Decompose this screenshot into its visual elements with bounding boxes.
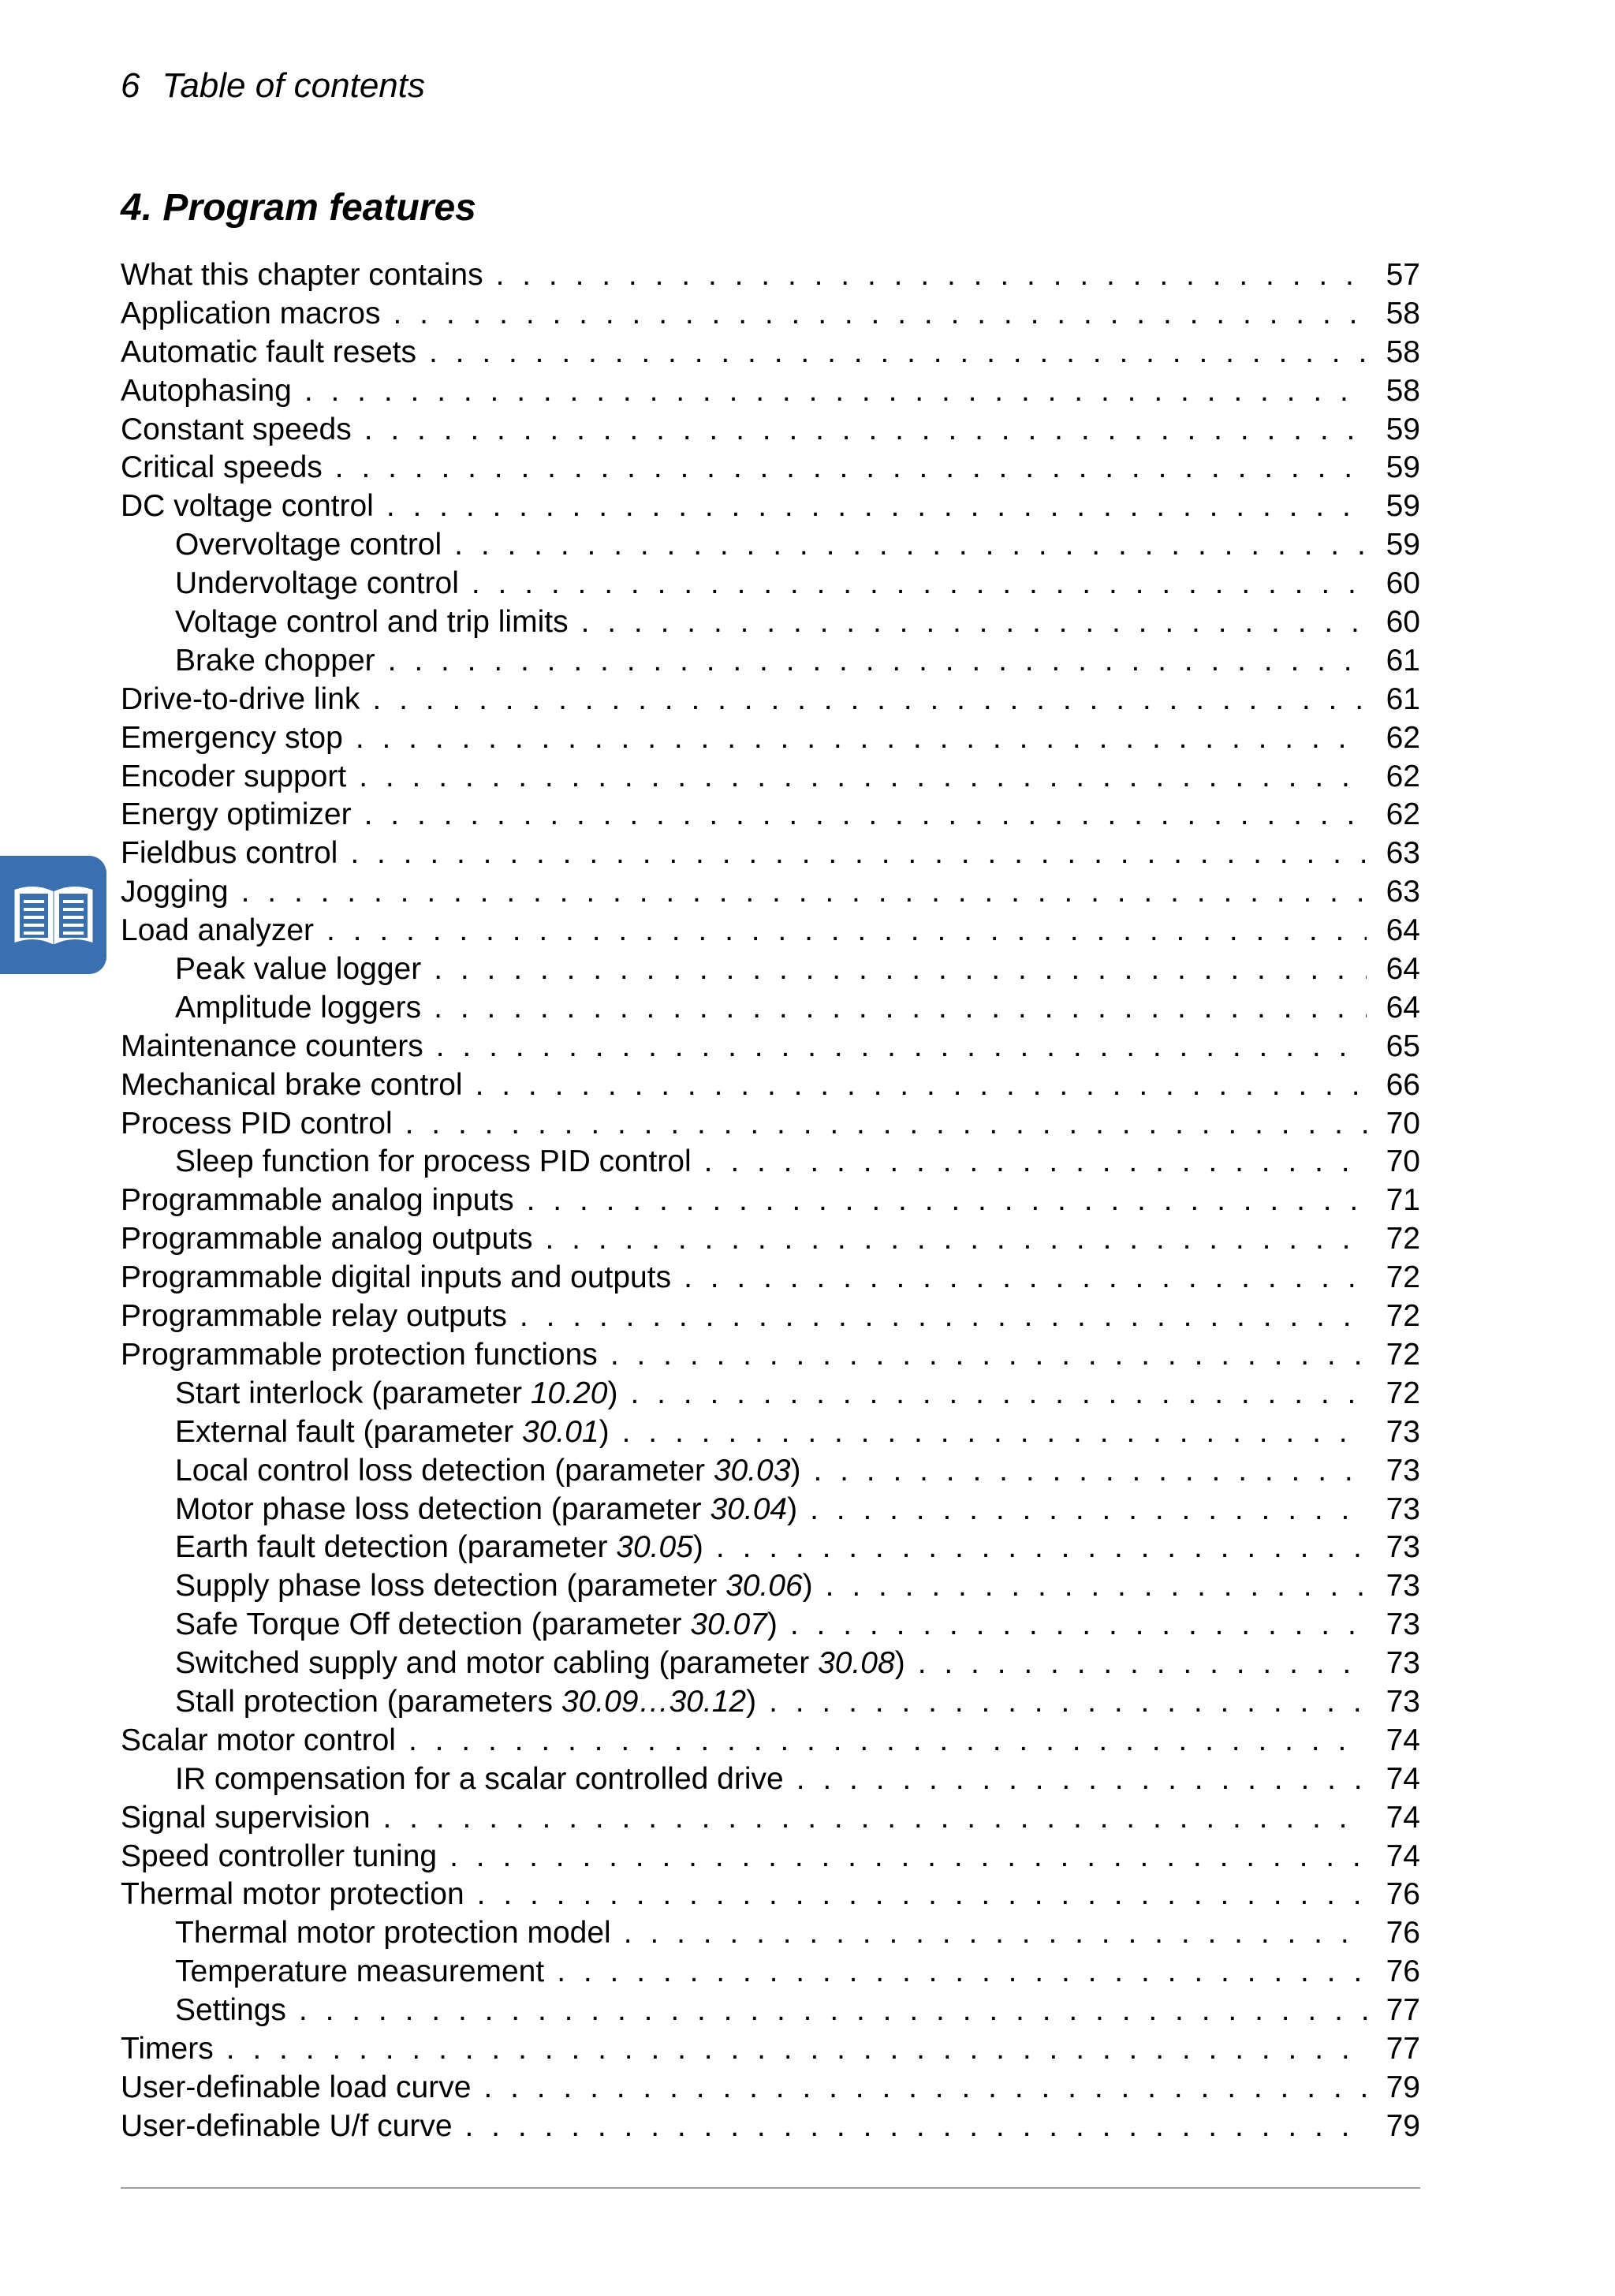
dot-leader bbox=[449, 1838, 1367, 1876]
toc-entry-text: Constant speeds bbox=[121, 412, 352, 446]
dot-leader bbox=[436, 1028, 1367, 1066]
toc-entry-title bbox=[121, 1876, 464, 1914]
toc-entry-title bbox=[175, 565, 459, 603]
dot-leader bbox=[684, 1259, 1367, 1297]
toc-entry-page: 60 bbox=[1386, 605, 1420, 640]
footer-divider bbox=[121, 2187, 1420, 2189]
toc-entry-suffix: ) bbox=[746, 1684, 757, 1719]
toc-entry-page: 64 bbox=[1386, 913, 1420, 948]
toc-entry-page: 62 bbox=[1386, 797, 1420, 832]
toc-entry-page: 57 bbox=[1386, 258, 1420, 292]
toc-entry-title bbox=[121, 295, 380, 334]
dot-leader bbox=[520, 1297, 1367, 1336]
dot-leader bbox=[810, 1491, 1367, 1529]
toc-entry-title bbox=[121, 873, 229, 912]
toc-entry-title bbox=[121, 681, 360, 719]
toc-entry-page: 77 bbox=[1386, 2031, 1420, 2066]
toc-entry[interactable] bbox=[121, 681, 1420, 719]
toc-entry[interactable] bbox=[121, 1336, 1420, 1375]
toc-entry-text: DC voltage control bbox=[121, 489, 374, 524]
toc-entry-page: 66 bbox=[1386, 1067, 1420, 1102]
dot-leader bbox=[434, 950, 1367, 989]
toc-entry[interactable] bbox=[121, 1838, 1420, 1876]
toc-entry-title bbox=[175, 1760, 784, 1799]
toc-entry[interactable] bbox=[121, 1876, 1420, 1914]
toc-entry[interactable] bbox=[121, 411, 1420, 450]
toc-entry-text: Autophasing bbox=[121, 373, 292, 408]
toc-entry-title bbox=[121, 1028, 423, 1066]
toc-entry-text: Settings bbox=[175, 1993, 286, 2028]
toc-entry-title bbox=[121, 334, 416, 372]
toc-entry-text: Critical speeds bbox=[121, 450, 323, 485]
toc-entry-page: 73 bbox=[1386, 1607, 1420, 1642]
toc-entry-text: Peak value logger bbox=[175, 952, 422, 987]
toc-entry-title bbox=[121, 1220, 532, 1259]
toc-entry[interactable] bbox=[121, 2069, 1420, 2107]
toc-entry-title bbox=[175, 526, 442, 565]
dot-leader bbox=[483, 2069, 1367, 2107]
toc-entry-suffix: ) bbox=[790, 1453, 801, 1488]
toc-entry-title bbox=[121, 1066, 463, 1105]
toc-entry-text: Programmable digital inputs and outputs bbox=[121, 1260, 672, 1295]
dot-leader bbox=[704, 1143, 1367, 1182]
toc-entry-text: Brake chopper bbox=[175, 643, 375, 678]
toc-entry-page: 72 bbox=[1386, 1376, 1420, 1410]
toc-entry[interactable] bbox=[121, 565, 1420, 603]
toc-entry-page: 73 bbox=[1386, 1453, 1420, 1488]
toc-entry[interactable] bbox=[121, 1683, 1420, 1722]
dot-leader bbox=[796, 1760, 1367, 1799]
toc-entry-page: 71 bbox=[1386, 1183, 1420, 1218]
toc-entry-page: 58 bbox=[1386, 334, 1420, 369]
toc-entry[interactable] bbox=[121, 1375, 1420, 1413]
toc-entry-page: 58 bbox=[1386, 296, 1420, 330]
toc-entry-text: Thermal motor protection bbox=[121, 1877, 464, 1912]
toc-entry[interactable] bbox=[121, 2030, 1420, 2069]
toc-entry-title bbox=[175, 1491, 797, 1529]
toc-entry-parameter: 30.08 bbox=[818, 1646, 895, 1681]
dot-leader bbox=[790, 1606, 1367, 1645]
toc-entry-text: Safe Torque Off detection (parameter bbox=[175, 1607, 691, 1642]
toc-entry-text: Switched supply and motor cabling (parameter bbox=[175, 1646, 819, 1681]
dot-leader bbox=[383, 1799, 1367, 1838]
toc-entry-page: 62 bbox=[1386, 759, 1420, 793]
dot-leader bbox=[388, 642, 1367, 681]
toc-entry[interactable] bbox=[121, 719, 1420, 758]
toc-entry[interactable] bbox=[121, 989, 1420, 1028]
toc-entry-text: Amplitude loggers bbox=[175, 990, 422, 1025]
toc-entry-page: 74 bbox=[1386, 1800, 1420, 1835]
toc-entry-text: User-definable U/f curve bbox=[121, 2108, 453, 2143]
toc-entry-text: Jogging bbox=[121, 875, 229, 909]
toc-entry-page: 72 bbox=[1386, 1260, 1420, 1295]
dot-leader bbox=[496, 256, 1367, 295]
toc-entry-title bbox=[121, 2030, 214, 2069]
toc-entry-text: Voltage control and trip limits bbox=[175, 605, 569, 640]
dot-leader bbox=[769, 1683, 1367, 1722]
toc-entry-title bbox=[121, 1799, 371, 1838]
toc-entry-text: Sleep function for process PID control bbox=[175, 1144, 692, 1179]
toc-entry-title bbox=[175, 1992, 286, 2030]
toc-entry-text: Encoder support bbox=[121, 759, 347, 793]
toc-entry-text: User-definable load curve bbox=[121, 2070, 472, 2104]
dot-leader bbox=[630, 1375, 1367, 1413]
toc-entry[interactable] bbox=[121, 1143, 1420, 1182]
toc-entry[interactable] bbox=[121, 1028, 1420, 1066]
toc-entry-text: Energy optimizer bbox=[121, 797, 352, 832]
dot-leader bbox=[545, 1220, 1367, 1259]
toc-entry-page: 73 bbox=[1386, 1414, 1420, 1449]
toc-entry[interactable] bbox=[121, 642, 1420, 681]
toc-entry-suffix: ) bbox=[607, 1376, 618, 1410]
toc-entry-title bbox=[121, 1105, 393, 1144]
toc-entry[interactable] bbox=[121, 912, 1420, 950]
dot-leader bbox=[372, 681, 1367, 719]
toc-entry-page: 76 bbox=[1386, 1916, 1420, 1951]
toc-entry-text: Local control loss detection (parameter bbox=[175, 1453, 714, 1488]
toc-entry[interactable] bbox=[121, 1799, 1420, 1838]
chapter-title: 4. Program features bbox=[121, 187, 476, 229]
dot-leader bbox=[624, 1914, 1367, 1953]
toc-entry-text: Programmable relay outputs bbox=[121, 1299, 507, 1334]
toc-entry[interactable] bbox=[121, 758, 1420, 797]
toc-entry-page: 61 bbox=[1386, 643, 1420, 678]
dot-leader bbox=[304, 372, 1367, 411]
toc-entry-text: Automatic fault resets bbox=[121, 334, 416, 369]
toc-entry[interactable] bbox=[121, 1914, 1420, 1953]
toc-entry-title bbox=[121, 796, 352, 834]
dot-leader bbox=[622, 1413, 1367, 1452]
dot-leader bbox=[299, 1992, 1367, 2030]
toc-entry-page: 59 bbox=[1386, 528, 1420, 562]
toc-entry-page: 74 bbox=[1386, 1723, 1420, 1757]
toc-entry-page: 70 bbox=[1386, 1144, 1420, 1179]
toc-entry-title bbox=[121, 256, 483, 295]
toc-entry-text: Maintenance counters bbox=[121, 1029, 423, 1063]
toc-entry[interactable] bbox=[121, 334, 1420, 372]
toc-entry-title bbox=[175, 1567, 813, 1606]
toc-entry-page: 59 bbox=[1386, 450, 1420, 485]
toc-entry[interactable] bbox=[121, 1105, 1420, 1144]
toc-entry-title bbox=[121, 912, 314, 950]
toc-entry-text: Start interlock (parameter bbox=[175, 1376, 531, 1410]
dot-leader bbox=[350, 834, 1367, 873]
toc-entry-suffix: ) bbox=[894, 1646, 905, 1681]
toc-entry-page: 77 bbox=[1386, 1993, 1420, 2028]
toc-entry-parameter: 30.05 bbox=[616, 1530, 693, 1565]
toc-entry-title bbox=[121, 411, 352, 450]
dot-leader bbox=[465, 2107, 1367, 2146]
toc-entry[interactable] bbox=[121, 1606, 1420, 1645]
toc-entry-suffix: ) bbox=[692, 1530, 703, 1565]
toc-entry-text: Signal supervision bbox=[121, 1800, 371, 1835]
toc-entry-page: 65 bbox=[1386, 1029, 1420, 1063]
toc-entry-text: What this chapter contains bbox=[121, 258, 483, 292]
toc-entry-text: Supply phase loss detection (parameter bbox=[175, 1569, 726, 1603]
toc-entry-page: 74 bbox=[1386, 1839, 1420, 1873]
toc-entry-parameter: 30.04 bbox=[710, 1491, 788, 1526]
toc-entry-title bbox=[175, 1914, 611, 1953]
toc-entry-suffix: ) bbox=[766, 1607, 778, 1642]
toc-entry[interactable] bbox=[121, 950, 1420, 989]
toc-entry[interactable] bbox=[121, 1491, 1420, 1529]
toc-entry-page: 73 bbox=[1386, 1684, 1420, 1719]
toc-entry-title bbox=[121, 487, 374, 526]
toc-entry-text: Motor phase loss detection (parameter bbox=[175, 1491, 711, 1526]
toc-entry[interactable] bbox=[121, 1452, 1420, 1491]
dot-leader bbox=[364, 411, 1367, 450]
toc-entry[interactable] bbox=[121, 1992, 1420, 2030]
toc-entry-title bbox=[175, 642, 375, 681]
toc-entry-page: 79 bbox=[1386, 2070, 1420, 2104]
toc-entry-page: 59 bbox=[1386, 489, 1420, 524]
toc-entry[interactable] bbox=[121, 796, 1420, 834]
toc-entry-page: 73 bbox=[1386, 1569, 1420, 1603]
toc-entry[interactable] bbox=[121, 1722, 1420, 1760]
toc-entry-text: Stall protection (parameters bbox=[175, 1684, 561, 1719]
toc-entry-page: 76 bbox=[1386, 1877, 1420, 1912]
toc-entry-text: Undervoltage control bbox=[175, 566, 459, 601]
dot-leader bbox=[405, 1105, 1367, 1144]
dot-leader bbox=[716, 1529, 1367, 1567]
toc-entry-title bbox=[175, 989, 421, 1028]
toc-entry-suffix: ) bbox=[802, 1569, 813, 1603]
dot-leader bbox=[472, 565, 1367, 603]
toc-entry-page: 59 bbox=[1386, 412, 1420, 446]
toc-entry[interactable] bbox=[121, 2107, 1420, 2146]
dot-leader bbox=[476, 1066, 1367, 1105]
toc-entry-title bbox=[175, 1143, 692, 1182]
toc-entry-parameter: 30.09…30.12 bbox=[561, 1684, 747, 1719]
toc-entry-title bbox=[121, 1838, 437, 1876]
dot-leader bbox=[813, 1452, 1367, 1491]
toc-entry[interactable] bbox=[121, 1645, 1420, 1683]
toc-entry-page: 63 bbox=[1386, 875, 1420, 909]
toc-entry-page: 73 bbox=[1386, 1491, 1420, 1526]
toc-entry-parameter: 30.06 bbox=[725, 1569, 803, 1603]
toc-entry-title bbox=[175, 1375, 617, 1413]
toc-entry[interactable] bbox=[121, 295, 1420, 334]
running-header bbox=[121, 66, 425, 106]
toc-entry[interactable] bbox=[121, 1953, 1420, 1992]
toc-entry-page: 58 bbox=[1386, 373, 1420, 408]
toc-entry-title bbox=[121, 1259, 671, 1297]
toc-entry[interactable] bbox=[121, 603, 1420, 642]
toc-entry-text: Load analyzer bbox=[121, 913, 315, 948]
dot-leader bbox=[408, 1722, 1367, 1760]
dot-leader bbox=[454, 526, 1367, 565]
toc-entry-text: Earth fault detection (parameter bbox=[175, 1530, 617, 1565]
toc-entry[interactable] bbox=[121, 1066, 1420, 1105]
toc-entry-text: Emergency stop bbox=[121, 720, 343, 755]
toc-entry-page: 74 bbox=[1386, 1761, 1420, 1796]
dot-leader bbox=[364, 796, 1367, 834]
toc-entry-text: Fieldbus control bbox=[121, 836, 338, 871]
toc-entry-title bbox=[175, 1683, 756, 1722]
header-section-title: Table of contents bbox=[162, 66, 425, 105]
toc-entry-title bbox=[121, 758, 346, 797]
toc-entry[interactable] bbox=[121, 487, 1420, 526]
toc-entry-text: Overvoltage control bbox=[175, 528, 442, 562]
dot-leader bbox=[434, 989, 1367, 1028]
toc-entry[interactable] bbox=[121, 372, 1420, 411]
toc-entry-page: 73 bbox=[1386, 1530, 1420, 1565]
dot-leader bbox=[326, 912, 1367, 950]
dot-leader bbox=[581, 603, 1367, 642]
toc-entry-parameter: 30.07 bbox=[690, 1607, 767, 1642]
toc-entry[interactable] bbox=[121, 1567, 1420, 1606]
toc-entry[interactable] bbox=[121, 1220, 1420, 1259]
toc-entry-title bbox=[121, 2107, 453, 2146]
toc-entry-suffix: ) bbox=[599, 1414, 610, 1449]
dot-leader bbox=[226, 2030, 1367, 2069]
toc-entry-parameter: 10.20 bbox=[530, 1376, 608, 1410]
toc-entry-parameter: 30.03 bbox=[713, 1453, 791, 1488]
toc-entry[interactable] bbox=[121, 1182, 1420, 1220]
dot-leader bbox=[918, 1645, 1367, 1683]
dot-leader bbox=[356, 719, 1367, 758]
toc-entry-title bbox=[175, 1645, 905, 1683]
toc-entry[interactable] bbox=[121, 1413, 1420, 1452]
toc-entry-parameter: 30.01 bbox=[522, 1414, 599, 1449]
table-of-contents bbox=[121, 256, 1420, 2146]
toc-entry-title bbox=[121, 2069, 471, 2107]
toc-entry[interactable] bbox=[121, 256, 1420, 295]
toc-entry-text: Application macros bbox=[121, 296, 381, 330]
toc-entry-text: Drive-to-drive link bbox=[121, 681, 360, 716]
toc-entry-title bbox=[121, 1336, 598, 1375]
dot-leader bbox=[429, 334, 1367, 372]
toc-entry[interactable] bbox=[121, 449, 1420, 487]
toc-entry-text: Thermal motor protection model bbox=[175, 1916, 611, 1951]
dot-leader bbox=[386, 487, 1367, 526]
toc-entry-title bbox=[121, 449, 323, 487]
toc-entry-title bbox=[121, 372, 292, 411]
toc-entry-text: IR compensation for a scalar controlled drive bbox=[175, 1761, 784, 1796]
toc-entry-title bbox=[175, 1953, 544, 1992]
toc-entry-text: Programmable analog outputs bbox=[121, 1222, 533, 1256]
toc-entry-suffix: ) bbox=[787, 1491, 798, 1526]
dot-leader bbox=[477, 1876, 1367, 1914]
dot-leader bbox=[610, 1336, 1367, 1375]
toc-entry-page: 64 bbox=[1386, 990, 1420, 1025]
toc-entry-text: Programmable protection functions bbox=[121, 1337, 598, 1372]
toc-entry-page: 76 bbox=[1386, 1954, 1420, 1989]
toc-entry-page: 63 bbox=[1386, 836, 1420, 871]
toc-entry-text: Mechanical brake control bbox=[121, 1067, 463, 1102]
toc-entry[interactable] bbox=[121, 873, 1420, 912]
toc-entry-page: 64 bbox=[1386, 952, 1420, 987]
toc-entry-title bbox=[121, 719, 343, 758]
toc-entry-page: 79 bbox=[1386, 2108, 1420, 2143]
dot-leader bbox=[527, 1182, 1367, 1220]
toc-entry-page: 61 bbox=[1386, 681, 1420, 716]
toc-entry-title bbox=[121, 834, 338, 873]
chapter-tab[interactable] bbox=[0, 856, 106, 974]
toc-entry-page: 72 bbox=[1386, 1337, 1420, 1372]
toc-entry-title bbox=[175, 950, 421, 989]
dot-leader bbox=[557, 1953, 1367, 1992]
toc-entry-text: Temperature measurement bbox=[175, 1954, 545, 1989]
dot-leader bbox=[359, 758, 1367, 797]
toc-entry-page: 72 bbox=[1386, 1222, 1420, 1256]
toc-entry-title bbox=[121, 1297, 507, 1336]
toc-entry[interactable] bbox=[121, 834, 1420, 873]
toc-entry-title bbox=[175, 1529, 703, 1567]
toc-entry[interactable] bbox=[121, 1760, 1420, 1799]
toc-entry-page: 72 bbox=[1386, 1299, 1420, 1334]
toc-entry-text: Process PID control bbox=[121, 1106, 393, 1141]
toc-entry[interactable] bbox=[121, 1259, 1420, 1297]
book-icon bbox=[11, 883, 96, 947]
dot-leader bbox=[826, 1567, 1367, 1606]
page-number: 6 bbox=[121, 66, 140, 105]
toc-entry-title bbox=[175, 1452, 800, 1491]
toc-entry-page: 73 bbox=[1386, 1646, 1420, 1681]
toc-entry-title bbox=[175, 1413, 610, 1452]
toc-entry-page: 60 bbox=[1386, 566, 1420, 601]
toc-entry[interactable] bbox=[121, 526, 1420, 565]
toc-entry-text: Timers bbox=[121, 2031, 214, 2066]
toc-entry-title bbox=[175, 1606, 778, 1645]
toc-entry-title bbox=[175, 603, 569, 642]
toc-entry-text: External fault (parameter bbox=[175, 1414, 523, 1449]
toc-entry-text: Programmable analog inputs bbox=[121, 1183, 514, 1218]
dot-leader bbox=[335, 449, 1367, 487]
toc-entry-text: Speed controller tuning bbox=[121, 1839, 438, 1873]
toc-entry-page: 70 bbox=[1386, 1106, 1420, 1141]
toc-entry-text: Scalar motor control bbox=[121, 1723, 396, 1757]
toc-entry[interactable] bbox=[121, 1529, 1420, 1567]
toc-entry-title bbox=[121, 1182, 514, 1220]
toc-entry[interactable] bbox=[121, 1297, 1420, 1336]
dot-leader bbox=[241, 873, 1367, 912]
toc-entry-title bbox=[121, 1722, 396, 1760]
dot-leader bbox=[393, 295, 1367, 334]
toc-entry-page: 62 bbox=[1386, 720, 1420, 755]
